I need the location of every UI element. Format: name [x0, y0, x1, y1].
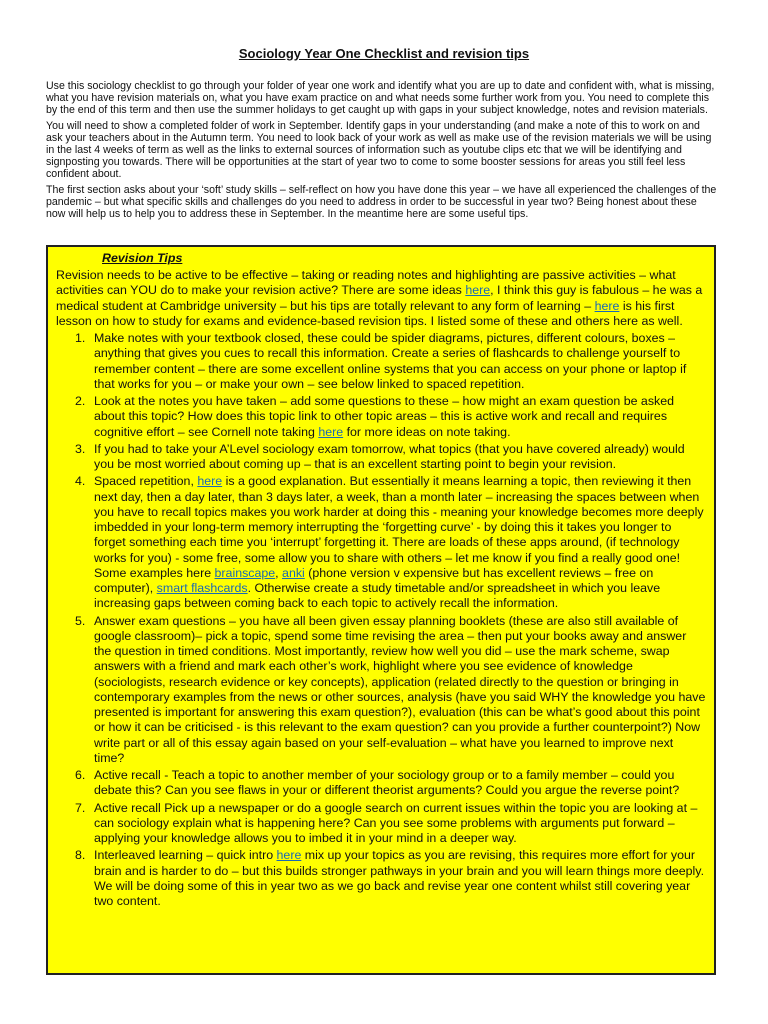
cornell-notes-link[interactable]: here [318, 424, 344, 439]
revision-tips-heading: Revision Tips [102, 251, 183, 265]
tip-text: for more ideas on note taking. [343, 424, 511, 439]
anki-link[interactable]: anki [282, 565, 305, 580]
intro-paragraph-1: Use this sociology checklist to go through your folder of year one work and identify what you are up to date and confident with, what is missing, what you have revision materials on, what you have exam practice on and what needs some further work from you. You need to complete this by the end of this term and then use the summer holidays to get caught up with gaps in your subject knowledge, notes and revision materials. [46, 80, 715, 117]
brainscape-link[interactable]: brainscape [214, 565, 276, 580]
tip-number: 1. [75, 331, 86, 345]
tip-item [56, 768, 706, 799]
tip-text: . Otherwise create a study timetable and/or spreadsheet in which you leave increasing gaps between coming back to each topic to actively recall the information. [94, 581, 661, 611]
intro-text-a: Revision needs to be active to be effective – taking or reading notes and highlighting are passive activities – what activities can YOU do to make your revision active? There are some ideas [56, 268, 676, 298]
tip-item [56, 801, 706, 847]
tip-text: Look at the notes you have taken – add some questions to these – how might an exam question be asked about this topic? How does this topic link to other topic areas – this is active work and recall and requires cognitive effort – see Cornell note taking [94, 394, 674, 439]
interleaved-learning-link[interactable]: here [276, 848, 302, 863]
tip-text: mix up your topics as you are revising, this requires more effort for your brain and is harder to do – but this builds stronger pathways in your brain and you will learn things more deeply. We will be doing some of this in year two as we go back and revise year one content whilst still covering year two content. [94, 848, 705, 908]
spaced-repetition-link[interactable]: here [197, 474, 223, 489]
smart-flashcards-link[interactable]: smart flashcards [156, 581, 248, 595]
tip-number: 4. [75, 474, 86, 489]
tip-item [56, 331, 706, 392]
first-lesson-link[interactable]: here [594, 298, 620, 313]
tip-number: 2. [75, 394, 86, 408]
revision-tips-intro [56, 268, 706, 329]
revision-tips-box [46, 245, 716, 975]
tip-number: 3. [75, 441, 86, 456]
tip-item [56, 394, 706, 440]
ideas-link[interactable]: here [465, 283, 491, 298]
tip-item [56, 614, 706, 767]
tip-text: , [275, 565, 283, 580]
tip-item [56, 848, 706, 909]
intro-paragraph-3: The first section asks about your ‘soft’ study skills – self-reflect on how you have done this year – we have all experienced the challenges of the pandemic – but what specific skills and challenges do you need to address in order to be successful in year two? Being honest about these now will help us to help you to address these in September. In the meantime here are some useful tips. [46, 183, 717, 221]
tip-number: 8. [75, 848, 86, 863]
tip-text: (phone version v expensive but has excellent reviews – free on computer), [94, 565, 654, 595]
tip-text: Active recall Pick up a newspaper or do a google search on current issues within the topic you are looking at – can sociology explain what is happening here? Can you see some problems with arguments put forward – applying your knowledge allows you to imbed it in your mind in a deeper way. [94, 800, 698, 845]
tip-text: Interleaved learning – quick intro [94, 848, 277, 863]
tip-text: Make notes with your textbook closed, these could be spider diagrams, pictures, different colours, boxes – anything that gives you cues to recall this information. Create a series of flashcards to challenge yourself to remember content – there are some excellent online systems that you can access on your phone or laptop if that works for you – or make your own – see below linked to spaced repetition. [94, 331, 687, 391]
tip-number: 5. [75, 613, 86, 628]
tip-text: Spaced repetition, [94, 474, 198, 489]
tip-number: 7. [75, 800, 86, 815]
tip-item [56, 474, 706, 611]
intro-text-c: is his first lesson on how to study for exams and evidence-based revision tips. I listed some of these and others here as well. [56, 298, 683, 328]
tip-item [56, 442, 706, 473]
tips-list [56, 331, 706, 909]
intro-text-b: , I think this guy is fabulous – he was a medical student at Cambridge university – but his tips are totally relevant to any form of learning – [56, 283, 703, 313]
intro-paragraph-2: You will need to show a completed folder of work in September. Identify gaps in your understanding (and make a note of this to work on and ask your teachers about in the Autumn term. You need to look back of your work as well as make use of the revision materials we will be using in the last 4 weeks of term as well as the links to external sources of information such as youtube clips etc that we will be identifying and signposting you towards. There will be opportunities at the start of year two to come to some booster sessions for areas you still feel less confident about. [46, 119, 712, 181]
intro-section [46, 80, 718, 223]
document-title: Sociology Year One Checklist and revision tips [238, 46, 530, 61]
tip-text: If you had to take your A’Level sociology exam tomorrow, what topics (that you have covered already) would you be most worried about coming up – that is an excellent starting point to begin your revision. [94, 441, 685, 471]
tip-text: Answer exam questions – you have all been given essay planning booklets (these are also still available of google classroom)– pick a topic, spend some time revising the area – then put your books away and answer the question in timed conditions. Most importantly, review how well you did – use the mark scheme, swap answers with a friend and mark each other’s work, highlight where you see evidence of knowledge (sociologists, research evidence or key concepts), application (related directly to the question or bringing in contemporary examples from the news or other sources, analysis (have you said WHY the knowledge you have presented is important for answering this exam question?), evaluation (this can be what’s good about this point or how it can be criticised - is this relevant to the exam question? can you provide a further counterpoint?) Now write part or all of this essay again based on your self-evaluation – what have you learned to improve next time? [94, 613, 706, 765]
tip-text: is a good explanation. But essentially it means learning a topic, then reviewing it then next day, then a day later, than 3 days later, a week, than a month later – increasing the spaces between when you have to recall topics makes you work harder at doing this - meaning your knowledge becomes more deeply imbedded in your long-term memory interrupting the ‘forgetting curve’ - by doing this it takes you longer to forget something each time you ‘interrupt’ forgetting it. There are loads of these apps around, (if technology works for you) - some free, some allow you to share with others – let me know if you find a really good one! Some examples here [94, 474, 704, 580]
tip-number: 6. [75, 768, 86, 782]
tip-text: Active recall - Teach a topic to another member of your sociology group or to a family member – could you debate this? Can you see flaws in your or different theorist arguments? Could you argue the reverse point? [94, 768, 680, 798]
